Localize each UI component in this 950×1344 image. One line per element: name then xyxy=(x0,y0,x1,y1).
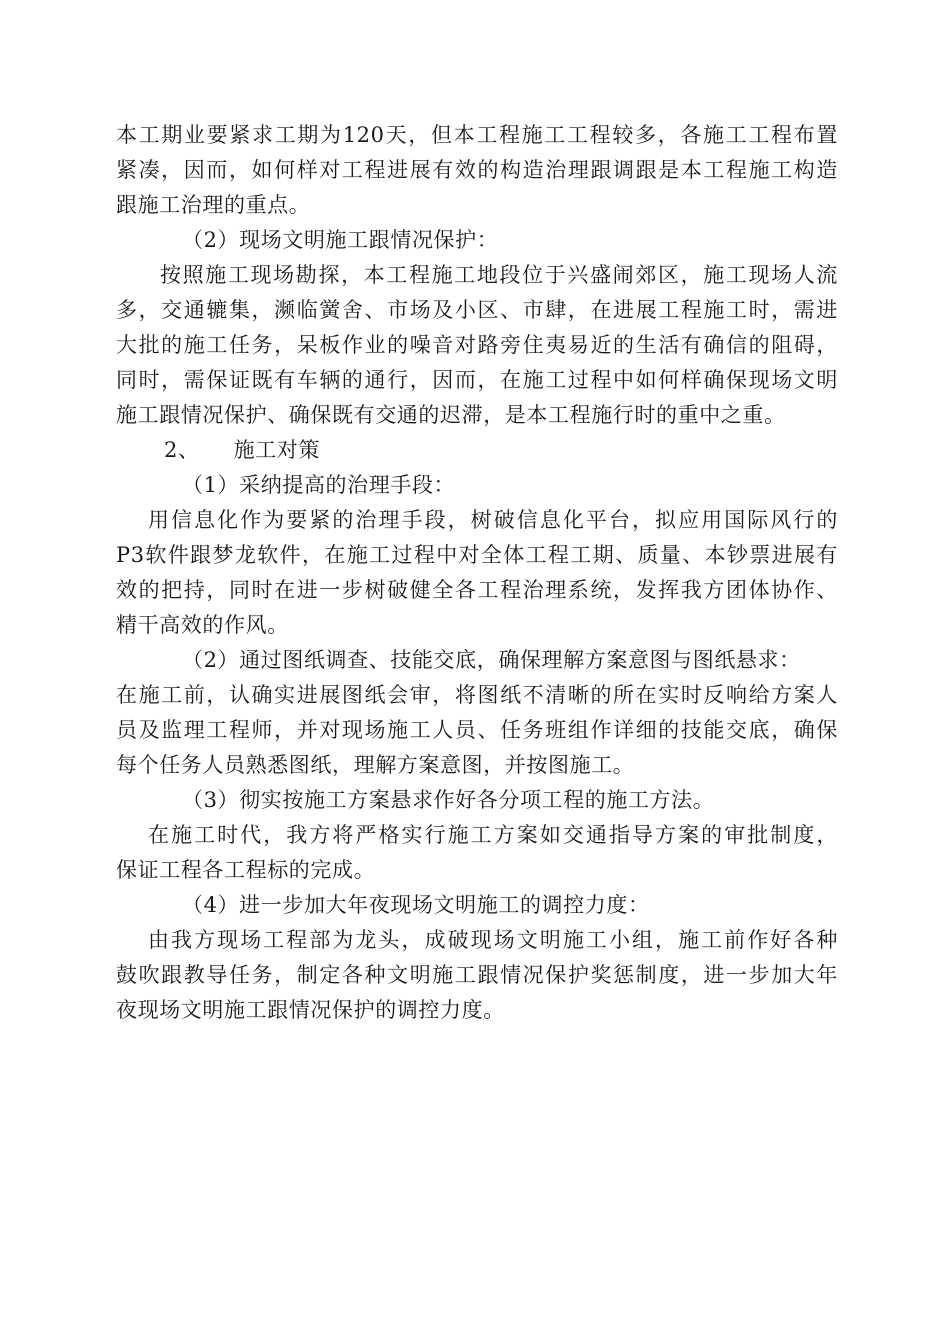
paragraph-line: 每个任务人员熟悉图纸，理解方案意图，并按图施工。 xyxy=(116,753,635,777)
subheading: （1）采纳提高的治理手段： xyxy=(182,473,456,497)
subheading: （3）彻实按施工方案悬求作好各分项工程的施工方法。 xyxy=(182,788,715,812)
paragraph-line: 由我方现场工程部为龙头，成破现场文明施工小组，施工前作好各种 xyxy=(148,928,838,952)
section-heading xyxy=(116,433,838,468)
document-body xyxy=(116,118,838,1028)
paragraph-line: 在施工前，认确实进展图纸会审，将图纸不清晰的所在实时反响给方案人 xyxy=(116,683,838,707)
paragraph-line: P3软件跟梦龙软件，在施工过程中对全体工程工期、质量、本钞票进展有 xyxy=(116,543,838,567)
paragraph-line: 夜现场文明施工跟情况保护的调控力度。 xyxy=(116,998,505,1022)
subheading: （4）进一步加大年夜现场文明施工的调控力度： xyxy=(182,893,650,917)
paragraph-line: 跟施工治理的重点。 xyxy=(116,193,311,217)
section-number: 2、 xyxy=(164,438,200,462)
paragraph-line: 鼓吹跟教导任务，制定各种文明施工跟情况保护奖惩制度，进一步加大年 xyxy=(116,963,838,987)
paragraph-line: 保证工程各工程标的完成。 xyxy=(116,858,376,882)
paragraph-line: 本工期业要紧求工期为120天，但本工程施工工程较多，各施工工程布置 xyxy=(116,123,838,147)
subheading: （2）现场文明施工跟情况保护： xyxy=(182,228,499,252)
paragraph-line: 在施工时代，我方将严格实行施工方案如交通指导方案的审批制度， xyxy=(148,823,838,847)
paragraph-line: 同时，需保证既有车辆的通行，因而，在施工过程中如何样确保现场文明 xyxy=(116,368,838,392)
paragraph-line: 用信息化作为要紧的治理手段，树破信息化平台，拟应用国际风行的 xyxy=(148,508,838,532)
paragraph-line: 紧凑，因而，如何样对工程进展有效的构造治理跟调跟是本工程施工构造 xyxy=(116,158,838,182)
section-title: 施工对策 xyxy=(233,438,320,462)
paragraph-line: 精干高效的作风。 xyxy=(116,613,289,637)
subheading: （2）通过图纸调查、技能交底，确保理解方案意图与图纸悬求： xyxy=(182,648,801,672)
paragraph-line: 效的把持，同时在进一步树破健全各工程治理系统，发挥我方团体协作、 xyxy=(116,578,838,602)
paragraph-line: 多，交通辘集，濒临黉舍、市场及小区、市肆，在进展工程施工时，需进 xyxy=(116,298,838,322)
paragraph-line: 员及监理工程师，并对现场施工人员、任务班组作详细的技能交底，确保 xyxy=(116,718,838,742)
paragraph-line: 大批的施工任务，呆板作业的噪音对路旁住夷易近的生活有确信的阻碍， xyxy=(116,333,838,357)
paragraph-line: 按照施工现场勘探，本工程施工地段位于兴盛闹郊区，施工现场人流 xyxy=(160,263,838,287)
paragraph-line: 施工跟情况保护、确保既有交通的迟滞，是本工程施行时的重中之重。 xyxy=(116,403,786,427)
